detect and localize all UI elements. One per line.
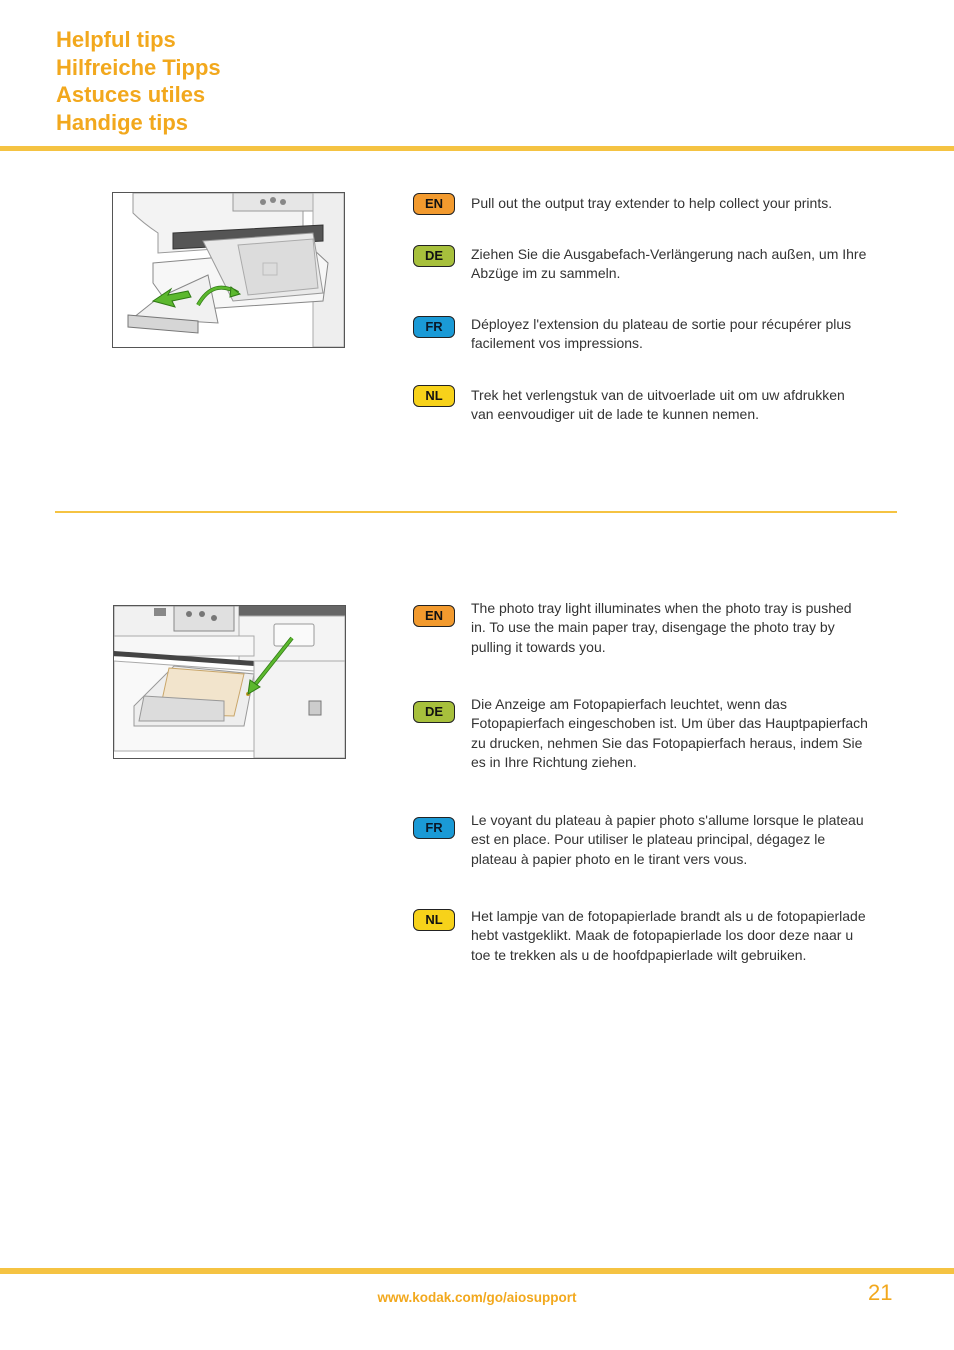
lang-badge-fr: FR (413, 817, 455, 839)
section1-nl-text: Trek het verlengstuk van de uitvoerlade uit om uw afdrukken van eenvoudiger uit de lade te kunnen nemen. (471, 387, 845, 423)
output-tray-extender-illustration (112, 192, 345, 348)
lang-badge-en: EN (413, 605, 455, 627)
header-divider (0, 146, 954, 151)
page-titles (56, 26, 221, 136)
lang-badge-de: DE (413, 245, 455, 267)
photo-tray-light-illustration (113, 605, 346, 759)
title-nl: Handige tips (56, 109, 189, 135)
section2-fr-text: Le voyant du plateau à papier photo s'allume lorsque le plateau est en place. Pour utiliser le plateau principal, dégagez le plateau à papier photo en le tirant vers vous. (471, 812, 864, 867)
support-url-link[interactable]: www.kodak.com/go/aiosupport (377, 1290, 577, 1305)
footer-divider (0, 1268, 954, 1274)
lang-badge-de: DE (413, 701, 455, 723)
section1-en-text: Pull out the output tray extender to help collect your prints. (471, 195, 833, 211)
lang-badge-fr: FR (413, 316, 455, 338)
lang-badge-nl: NL (413, 385, 455, 407)
section2-nl-text: Het lampje van de fotopapierlade brandt als u de fotopapierlade hebt vastgeklikt. Maak de fotopapierlade los door deze naar u toe te trekken als u de hoofdpapierlade wilt gebruiken. (471, 908, 866, 963)
lang-badge-nl: NL (413, 909, 455, 931)
section2-en-text: The photo tray light illuminates when the photo tray is pushed in. To use the main paper tray, disengage the photo tray by pulling it towards you. (471, 600, 852, 655)
section1-fr-text: Déployez l'extension du plateau de sortie pour récupérer plus facilement vos impressions. (471, 316, 852, 352)
section-divider (55, 511, 897, 513)
section2-de-text: Die Anzeige am Fotopapierfach leuchtet, wenn das Fotopapierfach eingeschoben ist. Um über das Hauptpapierfach zu drucken, nehmen Sie das Fotopapierfach heraus, indem Sie es in Ihre Richtung ziehen. (471, 696, 868, 771)
section1-de-text: Ziehen Sie die Ausgabefach-Verlängerung nach außen, um Ihre Abzüge im zu sammeln. (471, 246, 867, 282)
title-en: Helpful tips (56, 27, 176, 52)
page-number: 21 (868, 1280, 893, 1305)
lang-badge-en: EN (413, 193, 455, 215)
title-de: Hilfreiche Tipps (56, 54, 221, 80)
title-fr: Astuces utiles (56, 82, 206, 107)
